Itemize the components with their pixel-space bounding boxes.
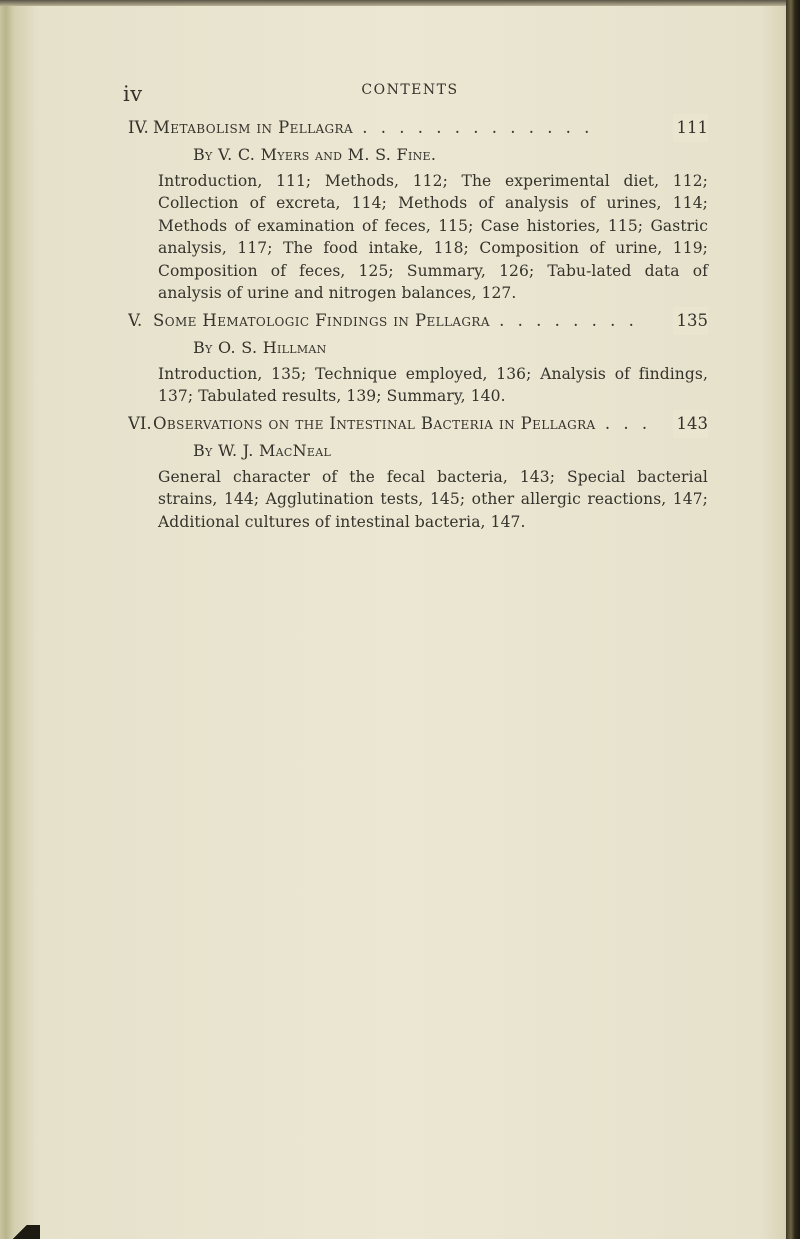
chapter-numeral: IV. [128,118,149,137]
chapter-numeral: V. [128,311,143,330]
chapter-title: Metabolism in Pellagra [153,118,354,137]
book-binding-edge [786,0,800,1239]
chapter-author: By W. J. MacNeal [193,441,332,460]
page-gutter-left [0,0,34,1239]
toc-entry [128,114,708,304]
chapter-page-number: 135 [673,307,709,335]
chapter-page-number: 143 [673,410,709,438]
page-edge-top [0,0,800,6]
toc-entry [128,307,708,408]
page-corner-shadow [0,1225,40,1239]
chapter-summary: Introduction, 111; Methods, 112; The experimental diet, 112; Collection of excreta, 114; Methods of analysis of urines, 114; Methods of examination of feces, 115; Case histories, 115; Gastric analysis, 117; The food intake, 118; Composition of urine, 119; Composition of feces, 125; Summary, 126; Tabu-lated data of analysis of urine and nitrogen balances, 127. [158,172,708,303]
chapter-page-number: 111 [673,114,709,142]
chapter-title: Observations on the Intestinal Bacteria in Pellagra [153,414,596,433]
chapter-summary: Introduction, 135; Technique employed, 136; Analysis of findings, 137; Tabulated results, 139; Summary, 140. [158,365,708,406]
dot-leader: . . . . . . . . [489,311,638,330]
toc-entry-heading [128,307,708,335]
chapter-title: Some Hematologic Findings in Pellagra [153,311,490,330]
chapter-summary: General character of the fecal bacteria, 143; Special bacterial strains, 144; Agglutination tests, 145; other allergic reactions, 147; Additional cultures of intestinal bacteria, 147. [158,468,708,531]
chapter-numeral: VI. [128,414,152,433]
chapter-author: By V. C. Myers and M. S. Fine. [193,145,437,164]
toc-entry-heading [128,114,708,142]
toc-entry-heading [128,410,708,438]
running-head: CONTENTS [361,82,459,98]
toc-entry [128,410,708,533]
dot-leader: . . . [595,414,652,433]
chapter-author: By O. S. Hillman [193,338,327,357]
page-folio: iv [123,82,143,106]
page-header [0,78,800,108]
dot-leader: . . . . . . . . . . . . . [353,118,594,137]
